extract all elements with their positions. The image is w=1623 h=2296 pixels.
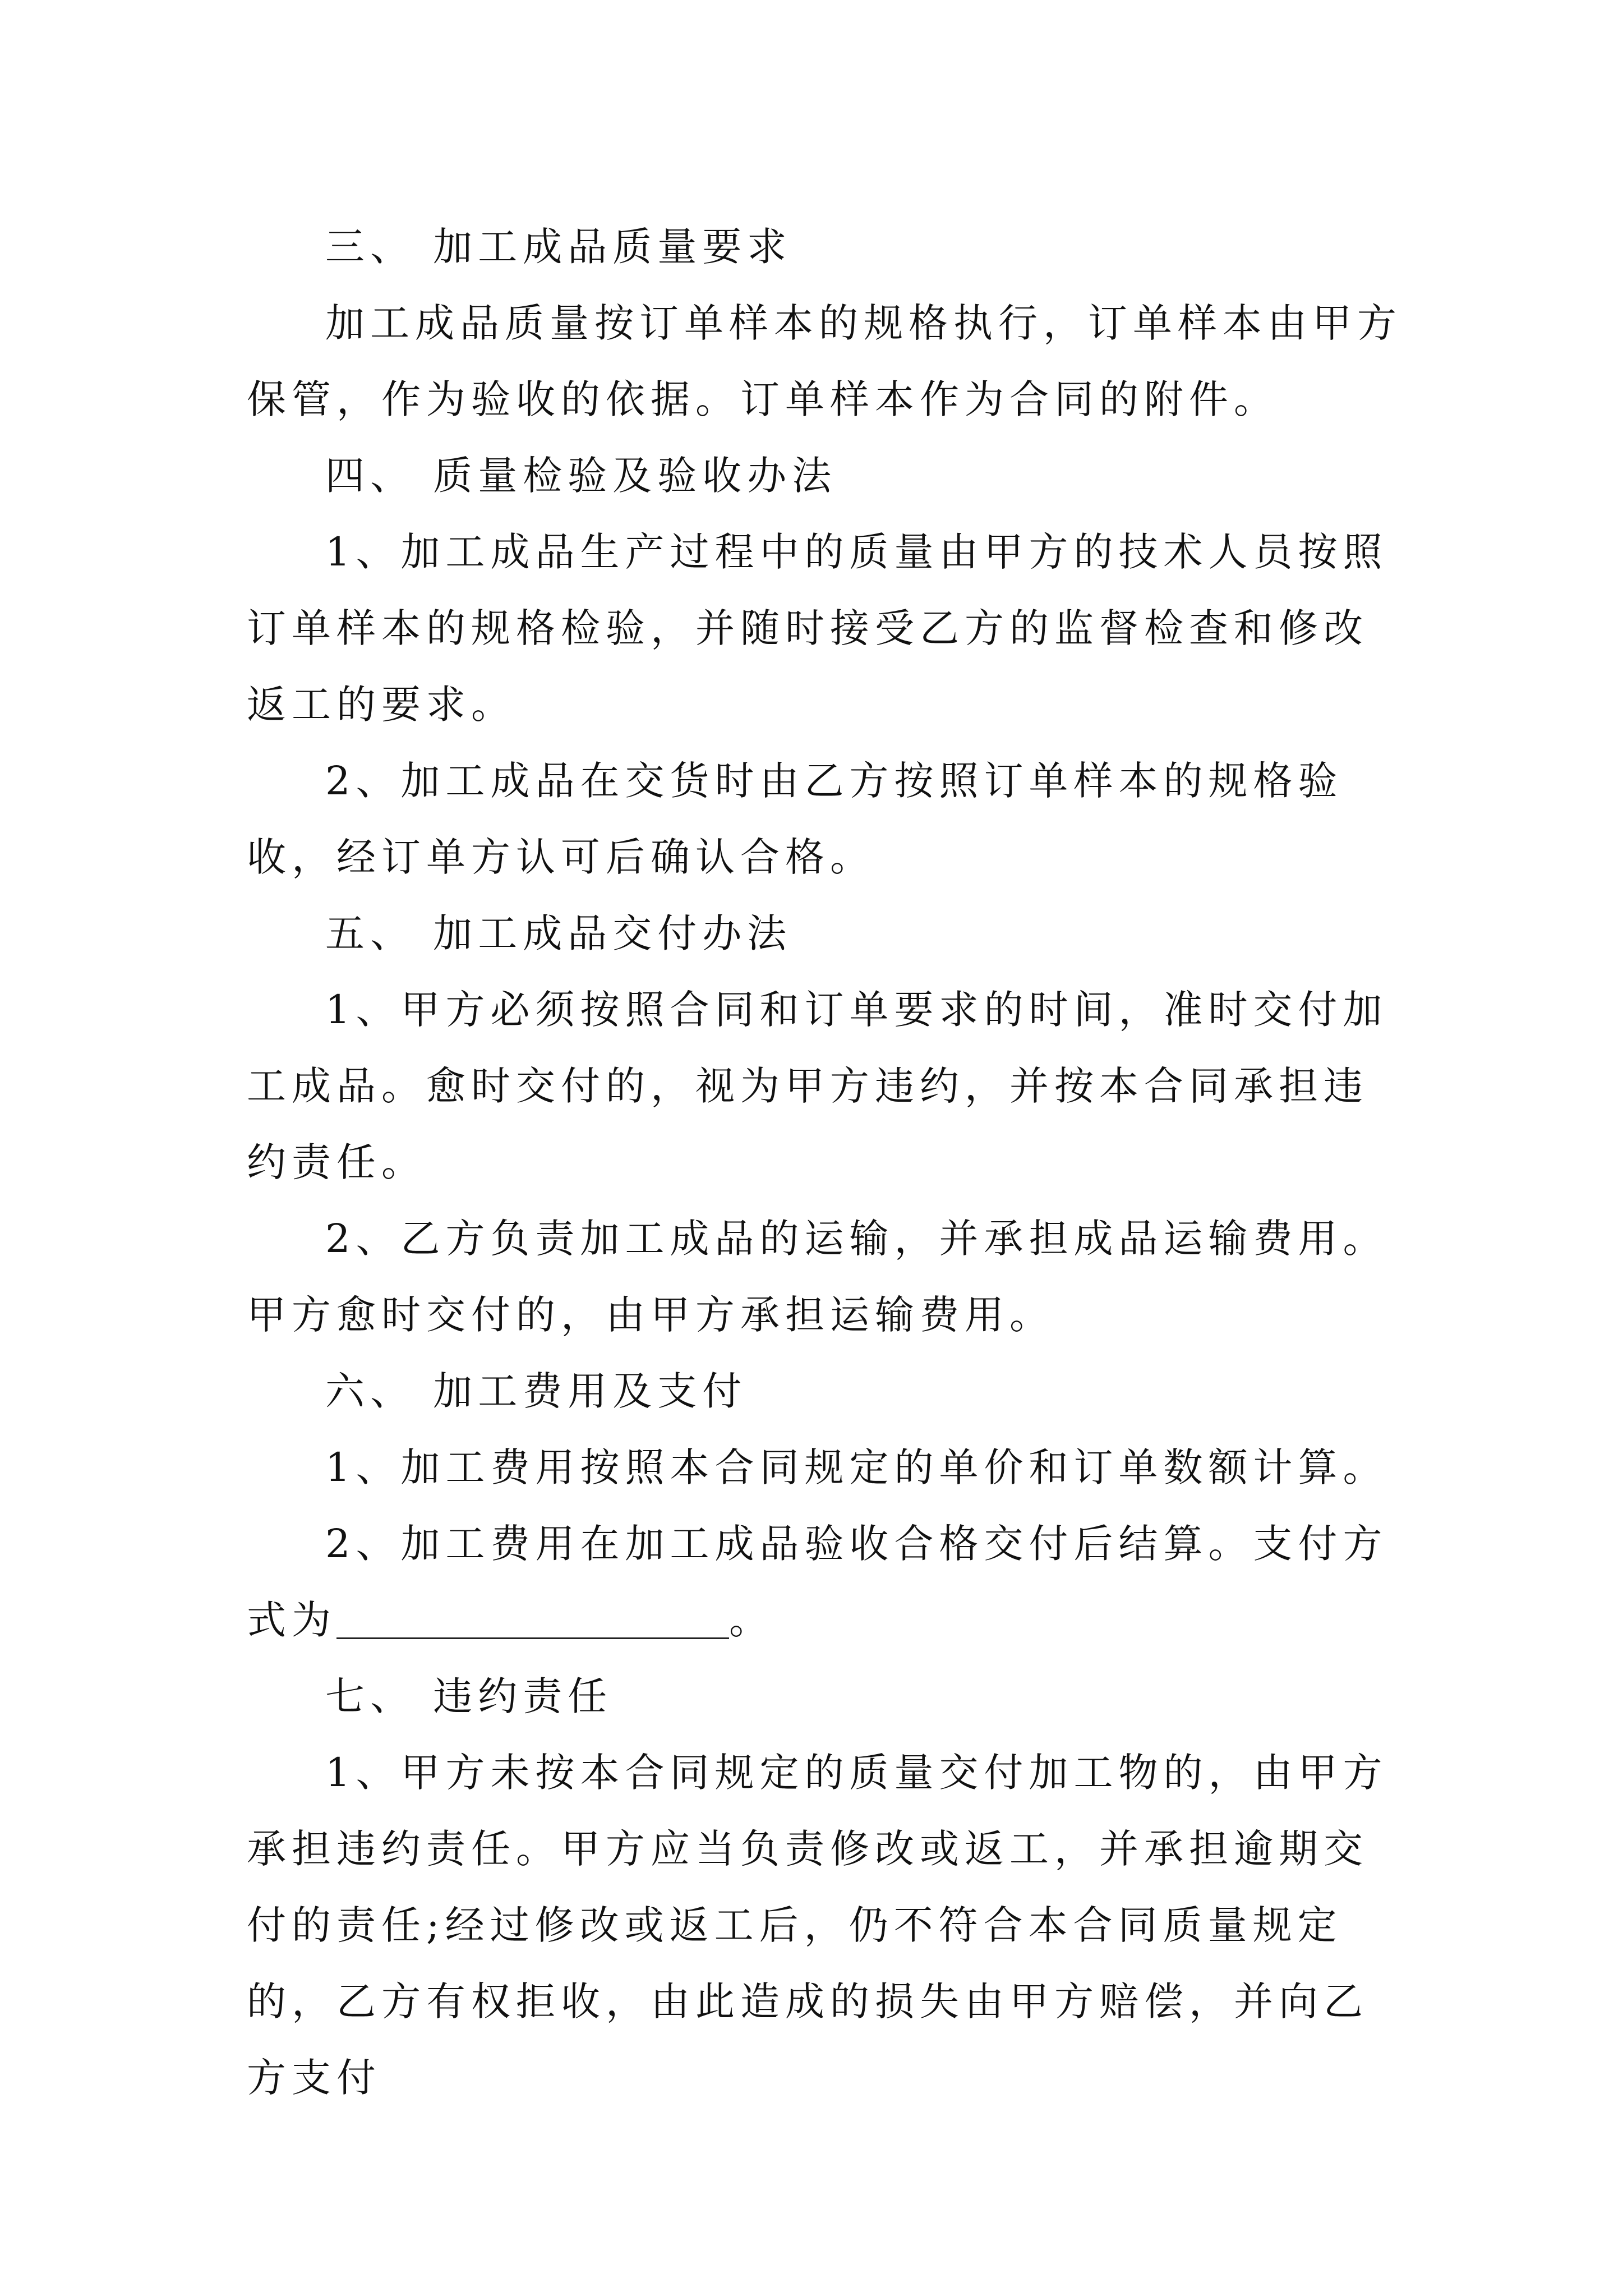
section-heading-4: 四、 质量检验及验收办法: [325, 453, 837, 499]
section-heading-3: 三、 加工成品质量要求: [325, 224, 792, 270]
section-heading-6: 六、 加工费用及支付: [325, 1368, 748, 1414]
section-6-item-1: 1、加工费用按照本合同规定的单价和订单数额计算。: [325, 1444, 1388, 1490]
section-heading-7: 七、 违约责任: [325, 1673, 613, 1719]
section-7-item-1: 1、甲方未按本合同规定的质量交付加工物的，由甲方承担违约责任。甲方应当负责修改或返工，并承担逾期交付的责任;经过修改或返工后，仍不符合本合同质量规定的，乙方有权拒收，由此造成的损失由甲方赔偿，并向乙方支付: [247, 1750, 1388, 2101]
section-heading-5: 五、 加工成品交付办法: [325, 910, 792, 956]
section-6-item-2: [247, 1506, 1402, 1658]
section-4-item-2: 2、加工成品在交货时由乙方按照订单样本的规格验收，经订单方认可后确认合格。: [247, 758, 1343, 880]
section-4-item-1: 1、加工成品生产过程中的质量由甲方的技术人员按照订单样本的规格检验，并随时接受乙方的监督检查和修改返工的要求。: [247, 529, 1388, 728]
section-5-item-2: 2、乙方负责加工成品的运输，并承担成品运输费用。甲方愈时交付的，由甲方承担运输费用。: [247, 1216, 1388, 1338]
payment-method-blank: [336, 1637, 729, 1639]
section-5-item-1: 1、甲方必须按照合同和订单要求的时间，准时交付加工成品。愈时交付的，视为甲方违约，并按本合同承担违约责任。: [247, 987, 1388, 1185]
section-6-item-2-end: 。: [729, 1597, 774, 1643]
section-3-paragraph: 加工成品质量按订单样本的规格执行，订单样本由甲方保管，作为验收的依据。订单样本作为合同的附件。: [247, 300, 1402, 422]
section-6-item-2-text: 2、加工费用在加工成品验收合格交付后结算。支付方式为: [247, 1521, 1388, 1643]
